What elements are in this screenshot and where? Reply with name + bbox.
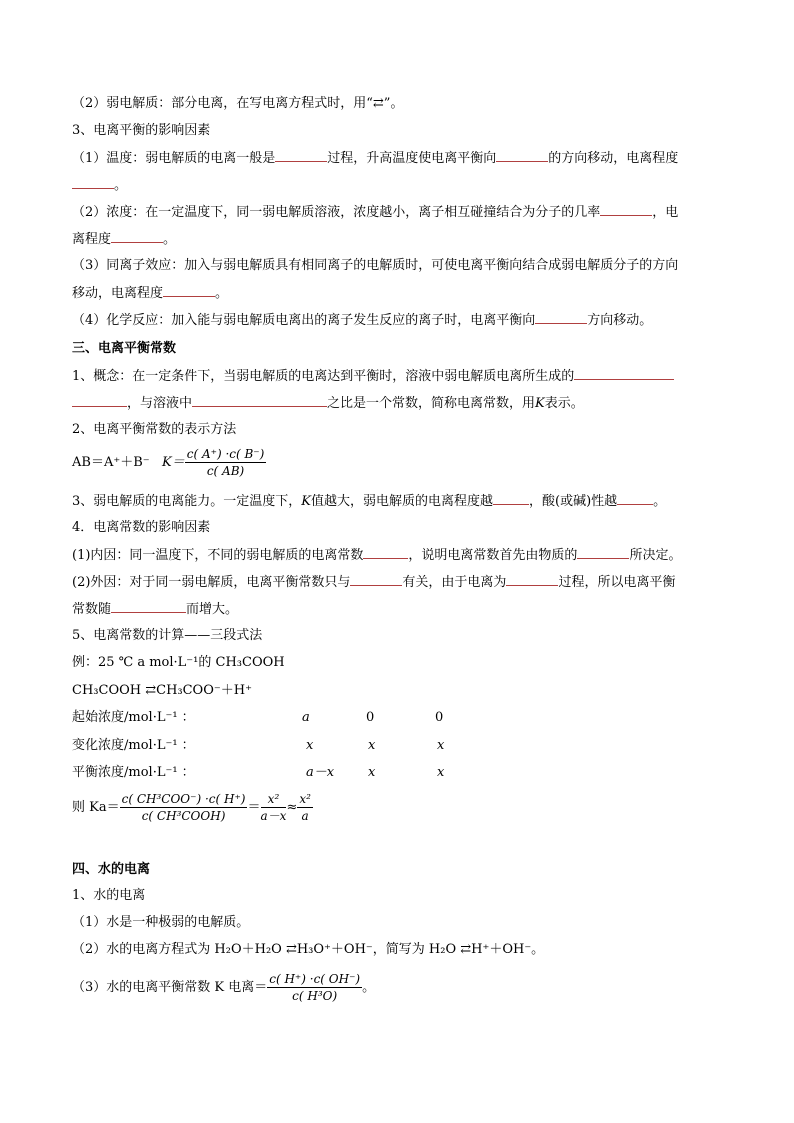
temperature-line-2: 。 [72, 175, 127, 196]
example-line: 例：25 ℃ a mol·L⁻¹的 CH₃COOH [72, 655, 285, 670]
equilibrium-x: x [368, 765, 376, 780]
ka-fraction: $\frac{\text{c( CH³COO⁻) ·c( H⁺)}}{\text{c( CH³COOH)}}$ [121, 792, 246, 823]
change-x: x [306, 738, 314, 753]
water-title: 1、水的电离 [72, 888, 146, 903]
blank[interactable] [600, 202, 652, 216]
initial-0: 0 [366, 710, 375, 725]
blank[interactable] [506, 572, 558, 586]
section-3-title: 3、电离平衡的影响因素 [72, 123, 211, 138]
concept-line-2: ，与溶液中 之比是一个常数，简称电离常数，用K表示。 [72, 393, 584, 414]
change-x-b: x [368, 738, 376, 753]
section-heading-3: 三、电离平衡常数 [72, 341, 177, 356]
water-constant-line: （3）水的电离平衡常数 K 电离＝ $\frac{c( H^+) \cdot c( OH^-)}{\text{c( H³O)}}$ 。 [72, 972, 376, 1003]
temperature-line: （1）温度：弱电解质的电离一般是 过程，升高温度使电离平衡向 的方向移动，电离程度 [72, 148, 678, 169]
expression-formula: AB＝A⁺＋B⁻ K＝ $\frac{c( A^+) \cdot c( B^-)}{c( AB)}$ [72, 447, 265, 478]
expression-title: 2、电离平衡常数的表示方法 [72, 422, 237, 437]
blank[interactable] [493, 491, 529, 505]
blank[interactable] [72, 175, 114, 189]
blank[interactable] [363, 545, 408, 559]
ka-fraction-2: $\frac{\text{x²}}{a-x}$ [260, 792, 287, 823]
chemical-reaction-line: （4）化学反应：加入能与弱电解质电离出的离子发生反应的离子时，电离平衡向 方向移动。 [72, 310, 652, 331]
blank[interactable] [111, 229, 163, 243]
blank[interactable] [192, 393, 327, 407]
concept-line: 1、概念：在一定条件下，当弱电解质的电离达到平衡时，溶液中弱电解质电离所生成的 [72, 366, 674, 387]
equilibrium-x-b: x [437, 765, 445, 780]
row-initial-label: 起始浓度/mol·L⁻¹ ： [72, 710, 195, 725]
expression-fraction: $\frac{c( A^+) \cdot c( B^-)}{c( AB)}$ [186, 447, 265, 478]
blank[interactable] [72, 393, 127, 407]
concentration-line-2: 离程度 。 [72, 229, 176, 250]
row-change-label: 变化浓度/mol·L⁻¹ ： [72, 738, 195, 753]
outer-factor-line-2: 常数随 而增大。 [72, 599, 238, 620]
blank[interactable] [350, 572, 402, 586]
blank[interactable] [617, 491, 653, 505]
blank[interactable] [496, 148, 548, 162]
change-x-c: x [437, 738, 445, 753]
example-equation: CH₃COOH ⇄CH₃COO⁻＋H⁺ [72, 683, 252, 698]
blank[interactable] [111, 599, 186, 613]
concentration-line: （2）浓度：在一定温度下，同一弱电解质溶液，浓度越小，离子相互碰撞结合为分子的几率 ，电 [72, 202, 678, 223]
section-heading-4: 四、水的电离 [72, 862, 151, 877]
initial-a: a [302, 710, 310, 725]
blank[interactable] [577, 545, 629, 559]
water-constant-fraction: $\frac{c( H^+) \cdot c( OH^-)}{\text{c( H³O)}}$ [269, 972, 361, 1003]
common-ion-line-2: 移动，电离程度 。 [72, 283, 228, 304]
calculation-title: 5、电离常数的计算——三段式法 [72, 628, 263, 643]
factors-title: 4．电离常数的影响因素 [72, 520, 211, 535]
blank[interactable] [574, 366, 674, 380]
blank[interactable] [275, 148, 327, 162]
common-ion-line: （3）同离子效应：加入与弱电解质具有相同离子的电解质时，可使电离平衡向结合成弱电解质分子的方向 [72, 258, 679, 273]
equilibrium-a-minus-x: a－x [306, 765, 335, 780]
water-weak-line: （1）水是一种极弱的电解质。 [72, 915, 250, 930]
blank[interactable] [535, 310, 587, 324]
ability-line: 3、弱电解质的电离能力。一定温度下，K值越大，弱电解质的电离程度越 ，酸(或碱)性越 。 [72, 491, 666, 512]
ka-fraction-3: $\frac{\text{x²}}{a}$ [299, 792, 311, 823]
blank[interactable] [163, 283, 215, 297]
row-equilibrium-label: 平衡浓度/mol·L⁻¹ ： [72, 765, 195, 780]
ka-formula: 则 Ka＝ $\frac{\text{c( CH³COO⁻) ·c( H⁺)}}{\text{c( CH³COOH)}}$ ＝ $\frac{\text{x²}}{a-x}$ ≈ $\frac{\text{x²}}{a}$ [72, 792, 311, 823]
water-equation-line: （2）水的电离方程式为 H₂O＋H₂O ⇄H₃O⁺＋OH⁻，简写为 H₂O ⇄H⁺＋OH⁻。 [72, 942, 545, 957]
weak-electrolyte-line: （2）弱电解质：部分电离，在写电离方程式时，用“⇄”。 [72, 96, 404, 111]
initial-0-b: 0 [435, 710, 444, 725]
inner-factor-line: (1)内因：同一温度下，不同的弱电解质的电离常数 ，说明电离常数首先由物质的 所决定。 [72, 545, 681, 566]
outer-factor-line: (2)外因：对于同一弱电解质，电离平衡常数只与 有关，由于电离为 过程，所以电离平衡 [72, 572, 675, 593]
